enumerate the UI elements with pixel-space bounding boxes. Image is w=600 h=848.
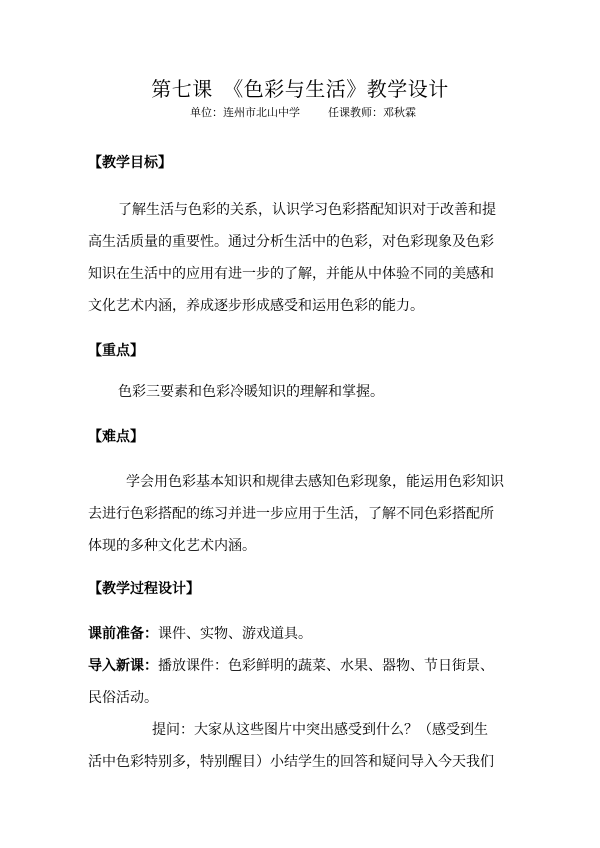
goals-paragraph	[88, 194, 512, 322]
intro-line	[88, 650, 512, 682]
intro-line-2: 民俗活动。	[88, 690, 158, 706]
difficulties-line: 去进行色彩搭配的练习并进一步应用于生活，了解不同色彩搭配所	[88, 506, 494, 522]
heading-goals: 【教学目标】	[88, 155, 172, 171]
heading-key-points: 【重点】	[88, 343, 144, 359]
page-title: 第七课 《色彩与生活》教学设计	[151, 77, 449, 101]
question-line: 活中色彩特别多，特别醒目）小结学生的回答和疑问导入今天我们	[88, 754, 494, 770]
goals-line: 文化艺术内涵，养成逐步形成感受和运用色彩的能力。	[88, 298, 424, 314]
goals-line: 知识在生活中的应用有进一步的了解，并能从中体验不同的美感和	[88, 266, 494, 282]
intro-label: 导入新课：	[88, 658, 158, 674]
heading-process: 【教学过程设计】	[88, 581, 200, 597]
question-line: 提问：大家从这些图片中突出感受到什么？（感受到生	[152, 722, 488, 738]
prep-text: 课件、实物、游戏道具。	[158, 626, 312, 642]
unit-label: 单位：连州市北山中学	[190, 106, 300, 119]
author-info	[190, 106, 416, 120]
key-points-paragraph	[88, 376, 512, 408]
intro-text: 播放课件：色彩鲜明的蔬菜、水果、器物、节日街景、	[158, 658, 494, 674]
difficulties-line: 体现的多种文化艺术内涵。	[88, 538, 256, 554]
key-points-line: 色彩三要素和色彩冷暖知识的理解和掌握。	[118, 384, 384, 400]
goals-line: 高生活质量的重要性。通过分析生活中的色彩，对色彩现象及色彩	[88, 234, 494, 250]
teacher-label: 任课教师：邓秋霖	[328, 106, 416, 119]
difficulties-paragraph	[88, 466, 512, 562]
difficulties-line: 学会用色彩基本知识和规律去感知色彩现象，能运用色彩知识	[126, 474, 504, 490]
prep-label: 课前准备：	[88, 626, 158, 642]
heading-difficulties: 【难点】	[88, 429, 144, 445]
prep-line	[88, 618, 512, 650]
process-paragraph	[88, 618, 512, 778]
goals-line: 了解生活与色彩的关系，认识学习色彩搭配知识对于改善和提	[118, 202, 496, 218]
